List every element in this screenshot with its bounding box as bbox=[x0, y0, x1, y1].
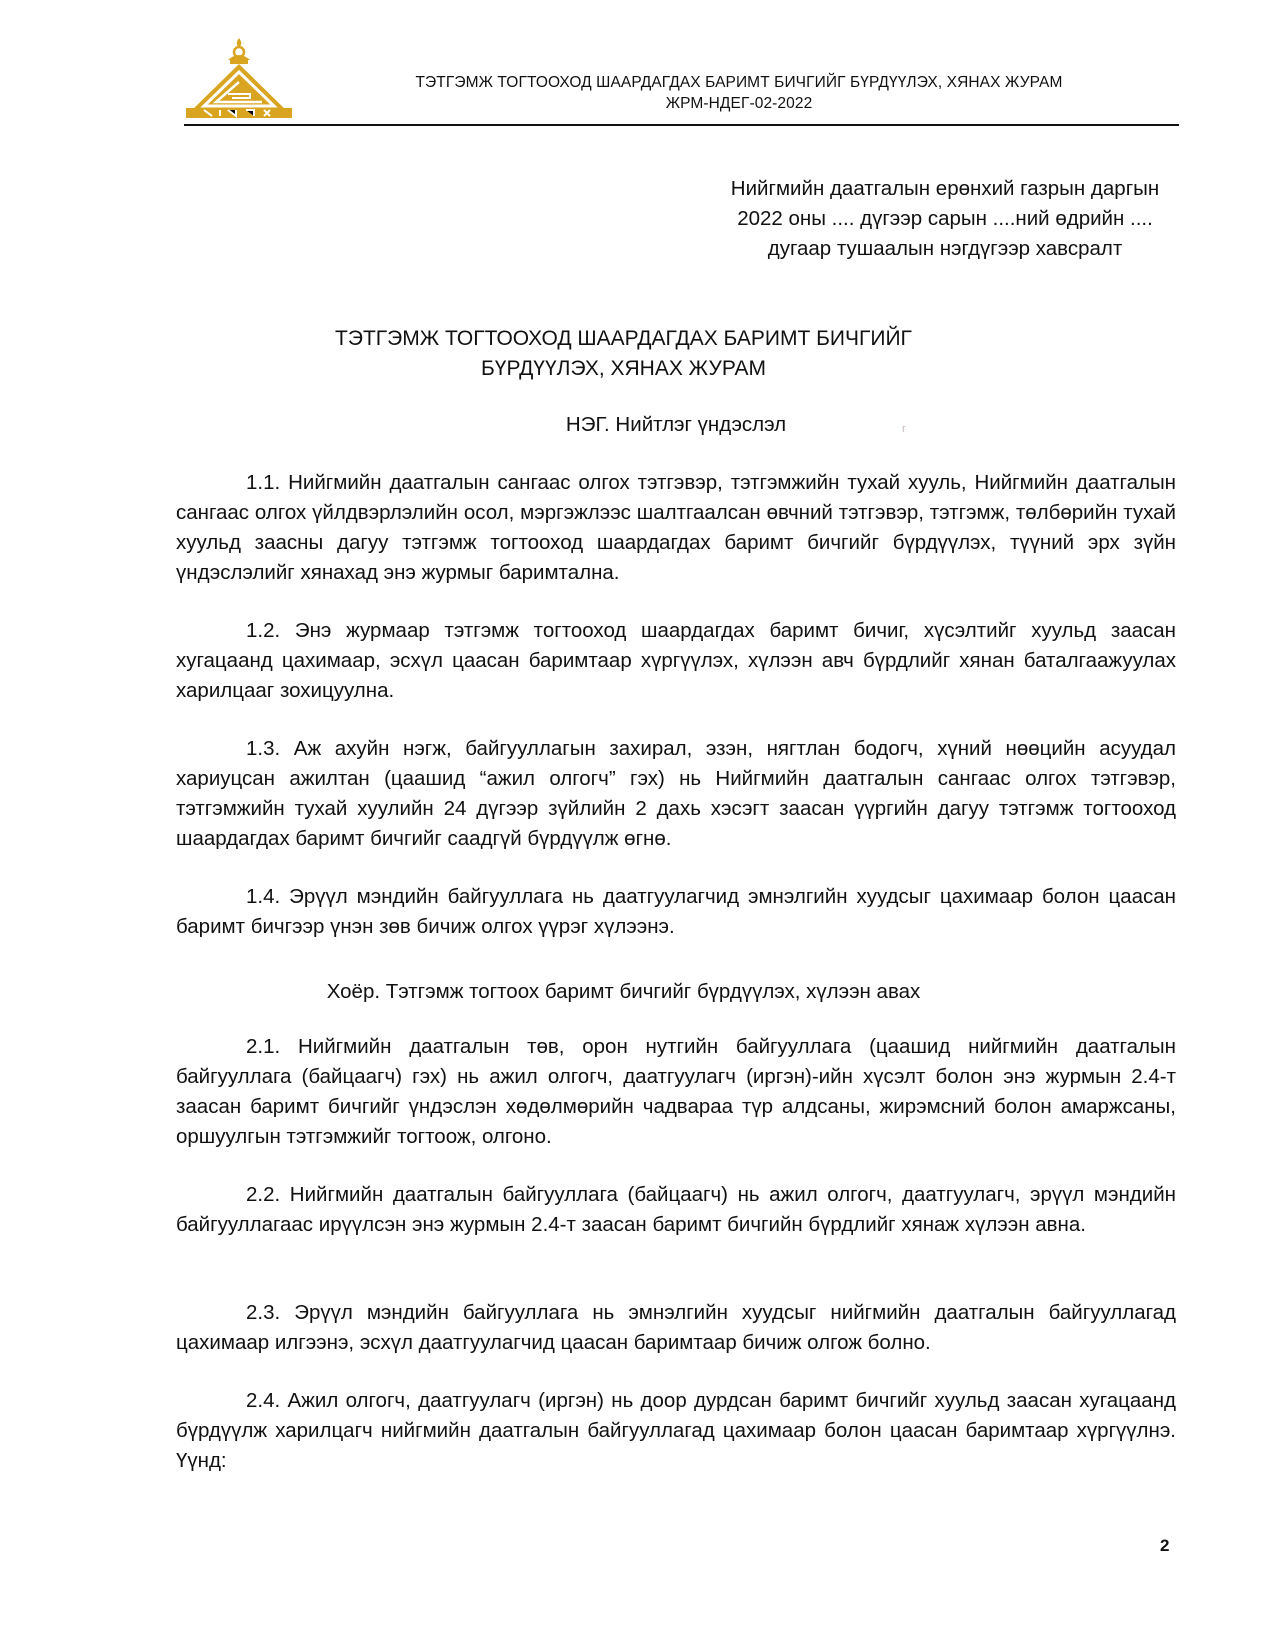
annex-line-1: Нийгмийн даатгалын ерөнхий газрын даргын bbox=[730, 177, 1160, 200]
paragraph-1-3: 1.3. Аж ахуйн нэгж, байгууллагын захирал, эзэн, нягтлан бодогч, хүний нөөцийн асуудал хариуцсан ажилтан (цаашид “ажил олгогч” гэх) нь Нийгмийн даатгалын сангаас олгох тэтгэвэр, тэтгэмжийн тухай хуулийн 24 дүгээр зүйлийн 2 дахь хэсэгт заасан үүргийн дагуу тэтгэмж тогтооход шаардагдах баримт бичгийг саадгүй бүрдүүлж өгнө. bbox=[176, 737, 1176, 850]
paragraph-2-4: 2.4. Ажил олгогч, даатгуулагч (иргэн) нь доор дурдсан баримт бичгийг хуульд заасан хугацаанд бүрдүүлж харилцагч нийгмийн даатгалын байгууллагад цахимаар болон цаасан баримтаар хүргүүлнэ. Үүнд: bbox=[176, 1389, 1176, 1472]
header-divider bbox=[184, 124, 1179, 126]
document-title-line-2: БҮРДҮҮЛЭХ, ХЯНАХ ЖУРАМ bbox=[481, 357, 766, 380]
paragraph-1-1: 1.1. Нийгмийн даатгалын сангаас олгох тэтгэвэр, тэтгэмжийн тухай хууль, Нийгмийн даатгалын сангаас олгох үйлдвэрлэлийн осол, мэргэжлээс шалтгаалсан өвчний тэтгэвэр, тэтгэмж, төлбөрийн тухай хуульд заасны дагуу тэтгэмж тогтооход шаардагдах баримт бичгийг бүрдүүлэх, түүний эрх зүйн үндэслэлийг хянахад энэ журмыг баримтална. bbox=[176, 471, 1176, 584]
annex-line-3: дугаар тушаалын нэгдүгээр хавсралт bbox=[767, 237, 1123, 260]
annex-line-2: 2022 оны .... дүгээр сарын ....ний өдрийн .... bbox=[737, 207, 1153, 230]
emblem-logo-icon bbox=[184, 36, 294, 120]
header-title: ТЭТГЭМЖ ТОГТООХОД ШААРДАГДАХ БАРИМТ БИЧГИЙГ БҮРДҮҮЛЭХ, ХЯНАХ ЖУРАМ bbox=[415, 74, 1063, 91]
paragraph-2-1: 2.1. Нийгмийн даатгалын төв, орон нутгийн байгууллага (цаашид нийгмийн даатгалын байгууллага (байцаагч) гэх) нь ажил олгогч, даатгуулагч (иргэн)-ийн хүсэлт болон энэ журмын 2.4-т заасан баримт бичгийг үндэслэн хөдөлмөрийн чадвараа түр алдсаны, жирэмсний болон амаржсаны, оршуулгын тэтгэмжийг тогтоож, олгоно. bbox=[176, 1035, 1176, 1148]
document-title-line-1: ТЭТГЭМЖ ТОГТООХОД ШААРДАГДАХ БАРИМТ БИЧГИЙГ bbox=[335, 327, 912, 350]
page-number: 2 bbox=[1160, 1536, 1170, 1555]
header-text bbox=[304, 72, 1174, 114]
paragraph-2-2: 2.2. Нийгмийн даатгалын байгууллага (байцаагч) нь ажил олгогч, даатгуулагч, эрүүл мэндийн байгууллагаас ирүүлсэн энэ журмын 2.4-т заасан баримт бичгийн бүрдлийг хянаж хүлээн авна. bbox=[176, 1183, 1176, 1236]
page-header bbox=[184, 36, 1179, 128]
annex-note bbox=[690, 174, 1200, 264]
stray-mark: г bbox=[902, 423, 907, 435]
paragraph-1-4: 1.4. Эрүүл мэндийн байгууллага нь даатгуулагчид эмнэлгийн хуудсыг цахимаар болон цаасан баримт бичгээр үнэн зөв бичиж олгох үүрэг хүлээнэ. bbox=[176, 885, 1176, 938]
paragraph-1-2: 1.2. Энэ журмаар тэтгэмж тогтооход шаардагдах баримт бичиг, хүсэлтийг хуульд заасан хугацаанд цахимаар, эсхүл цаасан баримтаар хүргүүлэх, хүлээн авч бүрдлийг хянан баталгаажуулах харилцааг зохицуулна. bbox=[176, 619, 1176, 702]
section-2-heading: Хоёр. Тэтгэмж тогтоох баримт бичгийг бүрдүүлэх, хүлээн авах bbox=[326, 980, 921, 1003]
document-code: ЖРМ-НДЕГ-02-2022 bbox=[665, 95, 813, 112]
section-1-heading: НЭГ. Нийтлэг үндэслэл bbox=[565, 413, 787, 436]
document-title bbox=[176, 324, 1071, 384]
paragraph-2-3: 2.3. Эрүүл мэндийн байгууллага нь эмнэлгийн хуудсыг нийгмийн даатгалын байгууллагад цахимаар илгээнэ, эсхүл даатгуулагчид цаасан баримтаар бичиж олгож болно. bbox=[176, 1301, 1176, 1354]
